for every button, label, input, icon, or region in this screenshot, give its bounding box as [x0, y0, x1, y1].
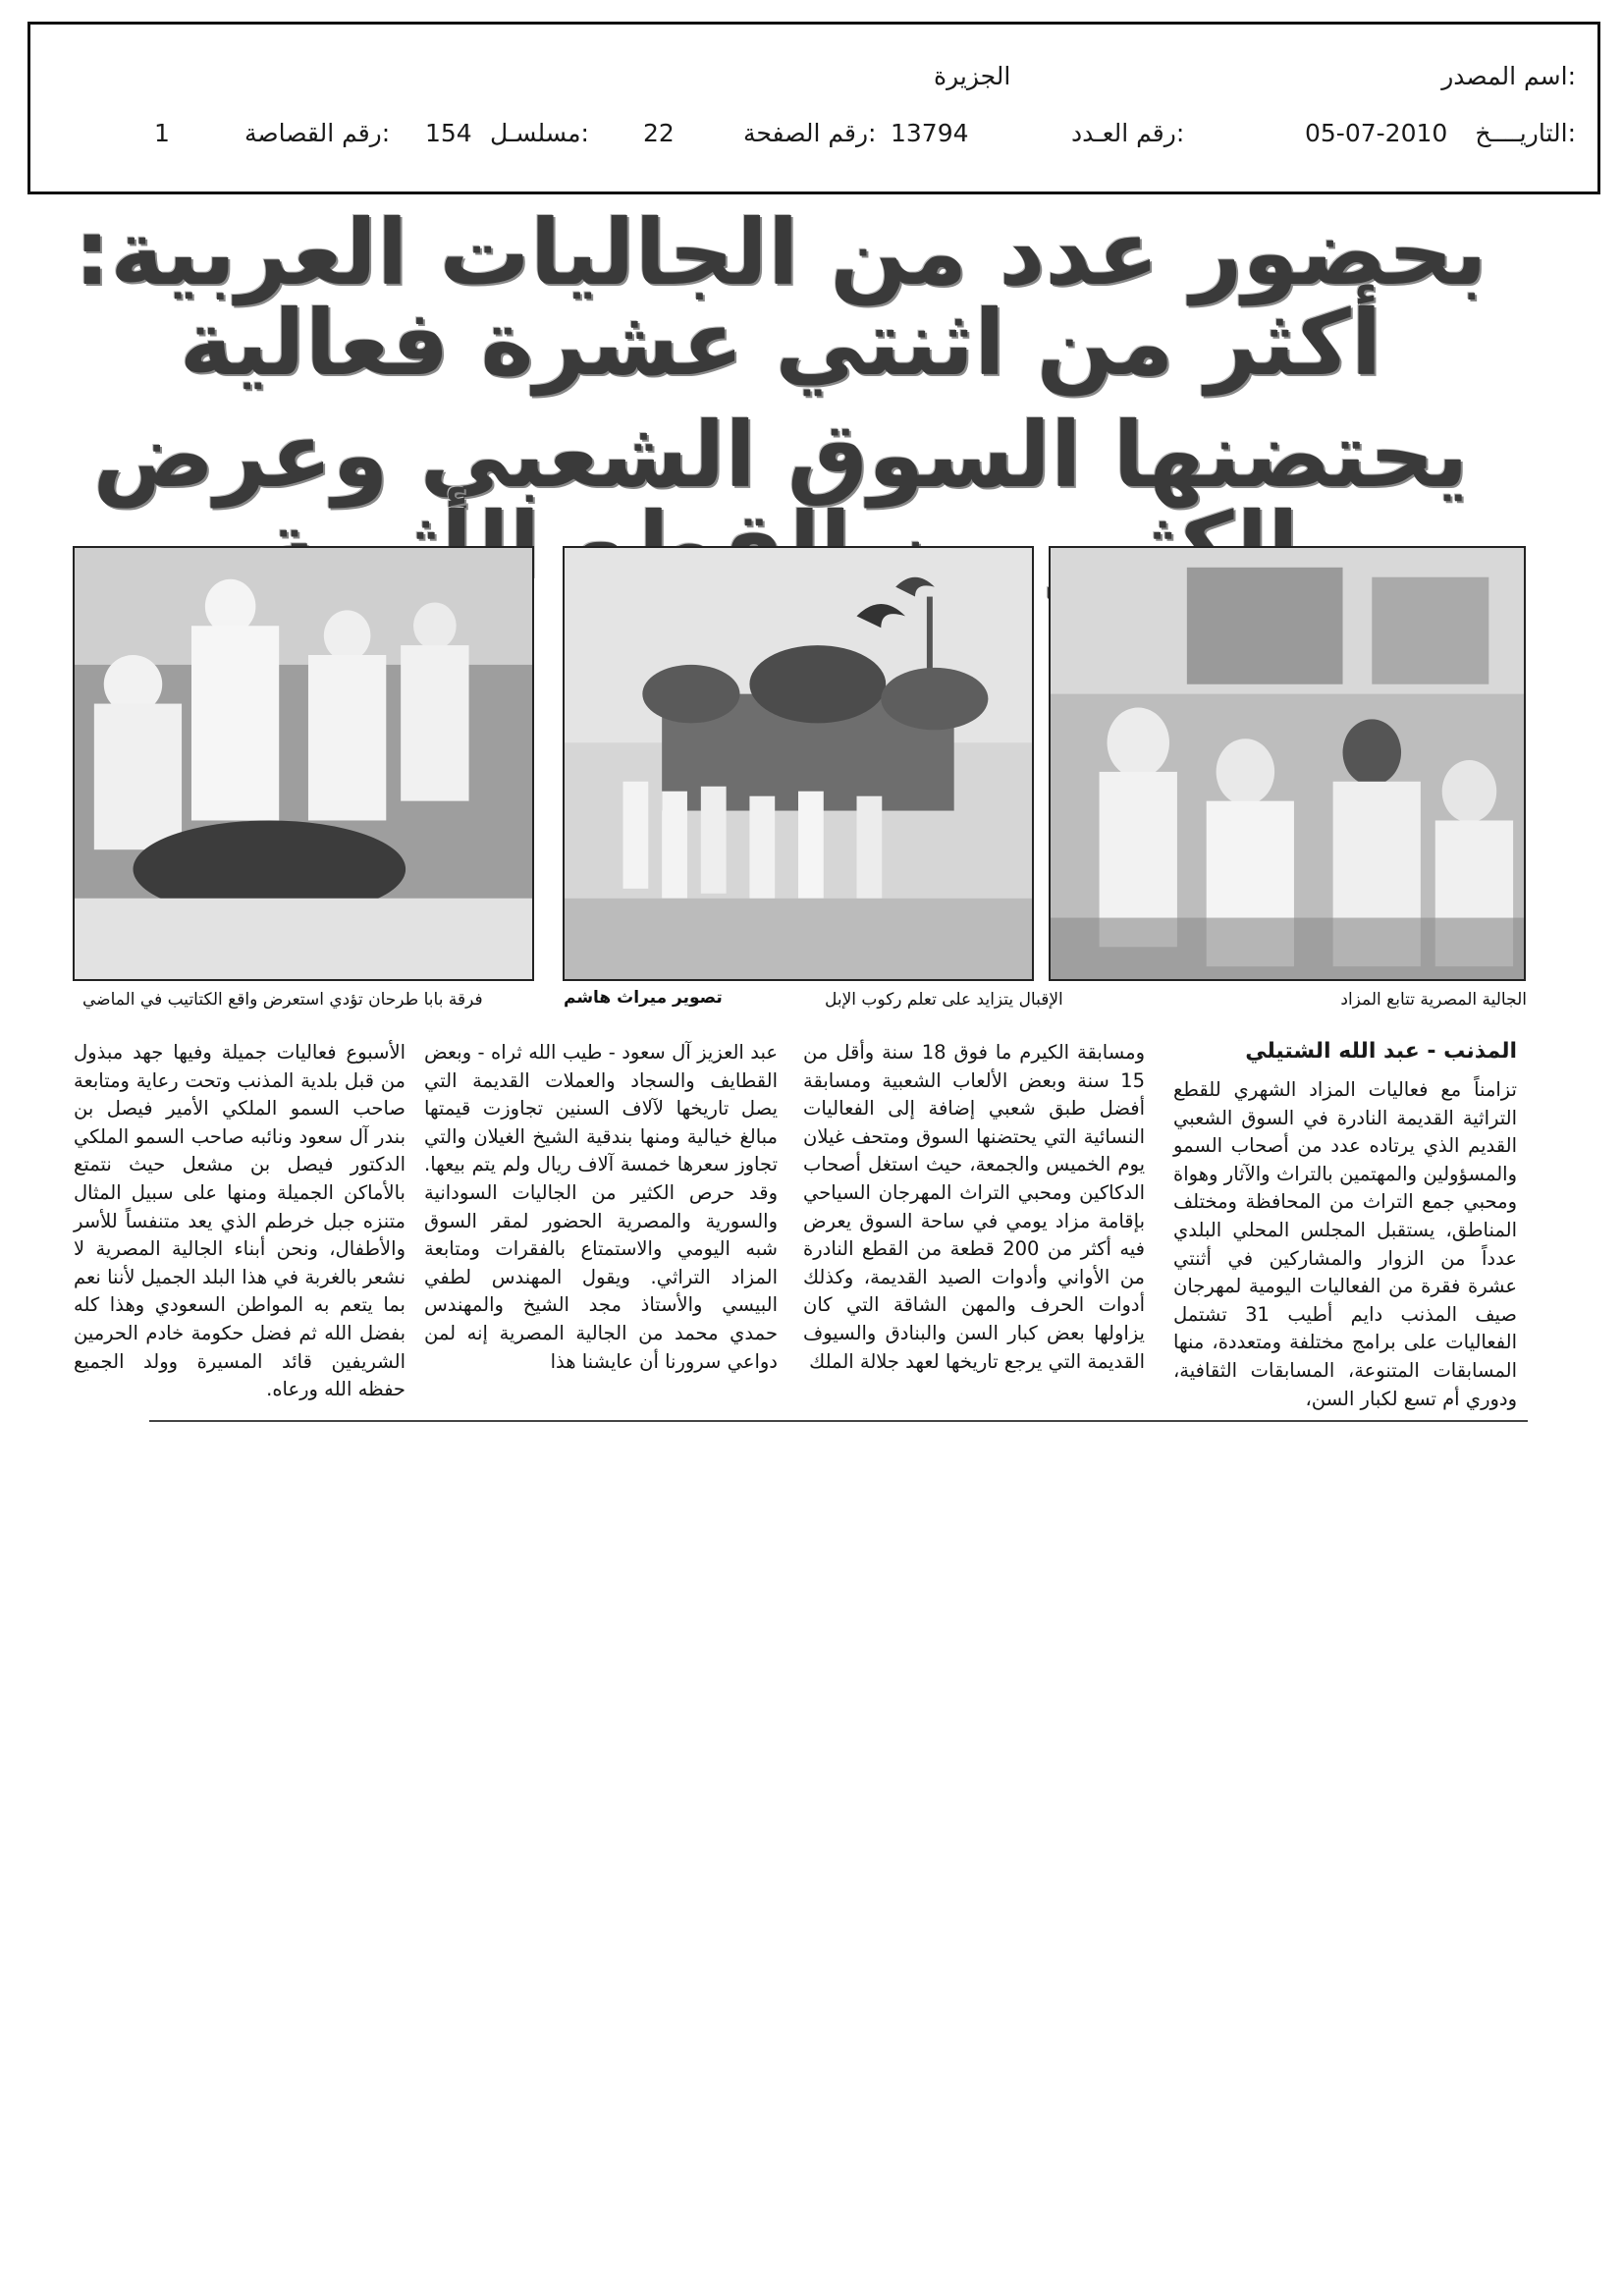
article-byline: المذنب - عبد الله الشتيلي — [1245, 1039, 1517, 1064]
photo-left-caption: فرقة بابا طرحان تؤدي استعرض واقع الكتاتيب في الماضي — [82, 990, 483, 1010]
article-column-1 — [1173, 1076, 1517, 1413]
article-bottom-rule — [149, 1420, 1528, 1422]
photo-left-performance — [73, 546, 534, 981]
article-column-4 — [74, 1039, 406, 1404]
photo-right-egyptian-community — [1049, 546, 1526, 981]
article-column-1-text: تزامناً مع فعاليات المزاد الشهري للقطع التراثية القديمة النادرة في السوق الشعبي القديم الذي يرتاده عدد من أصحاب السمو والمسؤولين والمهتمين بالتراث والآثار وهواة ومحبي جمع التراث من المحافظة ومختلف المناطق، يستقبل المجلس المحلي البلدي عدداً من الزوار والمشاركين في أثنتي عشرة فقرة من الفعاليات اليومية لمهرجان صيف المذنب دايم أطيب 31 تشتمل الفعاليات على برامج مختلفة ومتعددة، منها المسابقات المتنوعة، المسابقات الثقافية، ودوري أم تسع لكبار السن، — [1173, 1078, 1517, 1410]
clip-label: رقم القصاصة: — [244, 119, 391, 147]
serial-value: 154 — [425, 119, 472, 147]
source-label: اسم المصدر: — [1441, 62, 1576, 90]
clip-value: 1 — [154, 119, 170, 147]
article-column-2-text: ومسابقة الكيرم ما فوق 18 سنة وأقل من 15 سنة وبعض الألعاب الشعبية ومسابقة أفضل طبق شعبي إضافة إلى الفعاليات النسائية التي يحتضنها السوق ومتحف غيلان يوم الخميس والجمعة، حيث استغل أصحاب الدكاكين ومحبي التراث المهرجان السياحي بإقامة مزاد يومي في ساحة السوق يعرض فيه أكثر من 200 قطعة من القطع النادرة من الأواني وأدوات الصيد القديمة، وكذلك أدوات الحرف والمهن الشاقة التي كان يزاولها بعض كبار السن والبنادق والسيوف القديمة التي يرجع تاريخها لعهد جلالة الملك — [803, 1041, 1146, 1373]
article-column-3-text: عبد العزيز آل سعود - طيب الله ثراه - وبعض القطايف والسجاد والعملات القديمة التي يصل تاريخها لآلاف السنين تجاوزت قيمتها مبالغ خيالية ومنها بندقية الشيخ الغيلان والتي تجاوز سعرها خمسة آلاف ريال ولم يتم بيعها. وقد حرص الكثير من الجاليات السودانية والسورية والمصرية الحضور لمقر السوق شبه اليومي والاستمتاع بالفقرات ومتابعة المزاد التراثي. ويقول المهندس لطفي البيسي والأستاذ مجد الشيخ والمهندس حمدي محمد من الجالية المصرية إنه لمن دواعي سرورنا أن عايشنا هذا — [424, 1041, 778, 1373]
article-column-4-text: الأسبوع فعاليات جميلة وفيها جهد مبذول من قبل بلدية المذنب وتحت رعاية ومتابعة صاحب السمو الملكي الأمير فيصل بن بندر آل سعود ونائبه صاحب السمو الملكي الدكتور فيصل بن مشعل حيث نتمتع بالأماكن الجميلة ومنها على سبيل المثال متنزه جبل خرطم الذي يعد متنفساً للأسر والأطفال، ونحن أبناء الجالية المصرية لا نشعر بالغربة في هذا البلد الجميل لأننا نعم بما يتعم به المواطن السعودي وهذا كله بفضل الله ثم فضل حكومة خادم الحرمين الشريفين قائد المسيرة وولد الجميع حفظه الله ورعاه. — [74, 1041, 406, 1401]
page-value: 22 — [643, 119, 675, 147]
page-label: رقم الصفحة: — [743, 119, 877, 147]
headline-line-1: بحضور عدد من الجاليات العربية: أكثر من اثنتي عشرة فعالية — [74, 200, 1488, 396]
issue-value: 13794 — [891, 119, 969, 147]
clipping-header-box — [27, 22, 1600, 194]
photo-middle-credit: تصوير ميراث هاشم — [564, 988, 723, 1008]
article-column-3 — [424, 1039, 778, 1376]
serial-label: مسلسـل: — [490, 119, 589, 147]
date-value: 05-07-2010 — [1305, 119, 1448, 147]
article-column-2 — [803, 1039, 1145, 1376]
date-label: التاريــــخ: — [1475, 119, 1576, 147]
article-headline — [59, 200, 1502, 591]
headline-line-2: يحتضنها السوق الشعبي وعرض — [92, 403, 1469, 508]
issue-label: رقم العـدد: — [1071, 119, 1185, 147]
source-value: الجزيرة — [934, 62, 1011, 90]
photo-middle-camels — [563, 546, 1034, 981]
photo-middle-caption: الإقبال يتزايد على تعلم ركوب الإبل — [825, 990, 1063, 1010]
photo-right-caption: الجالية المصرية تتابع المزاد — [1340, 990, 1527, 1010]
